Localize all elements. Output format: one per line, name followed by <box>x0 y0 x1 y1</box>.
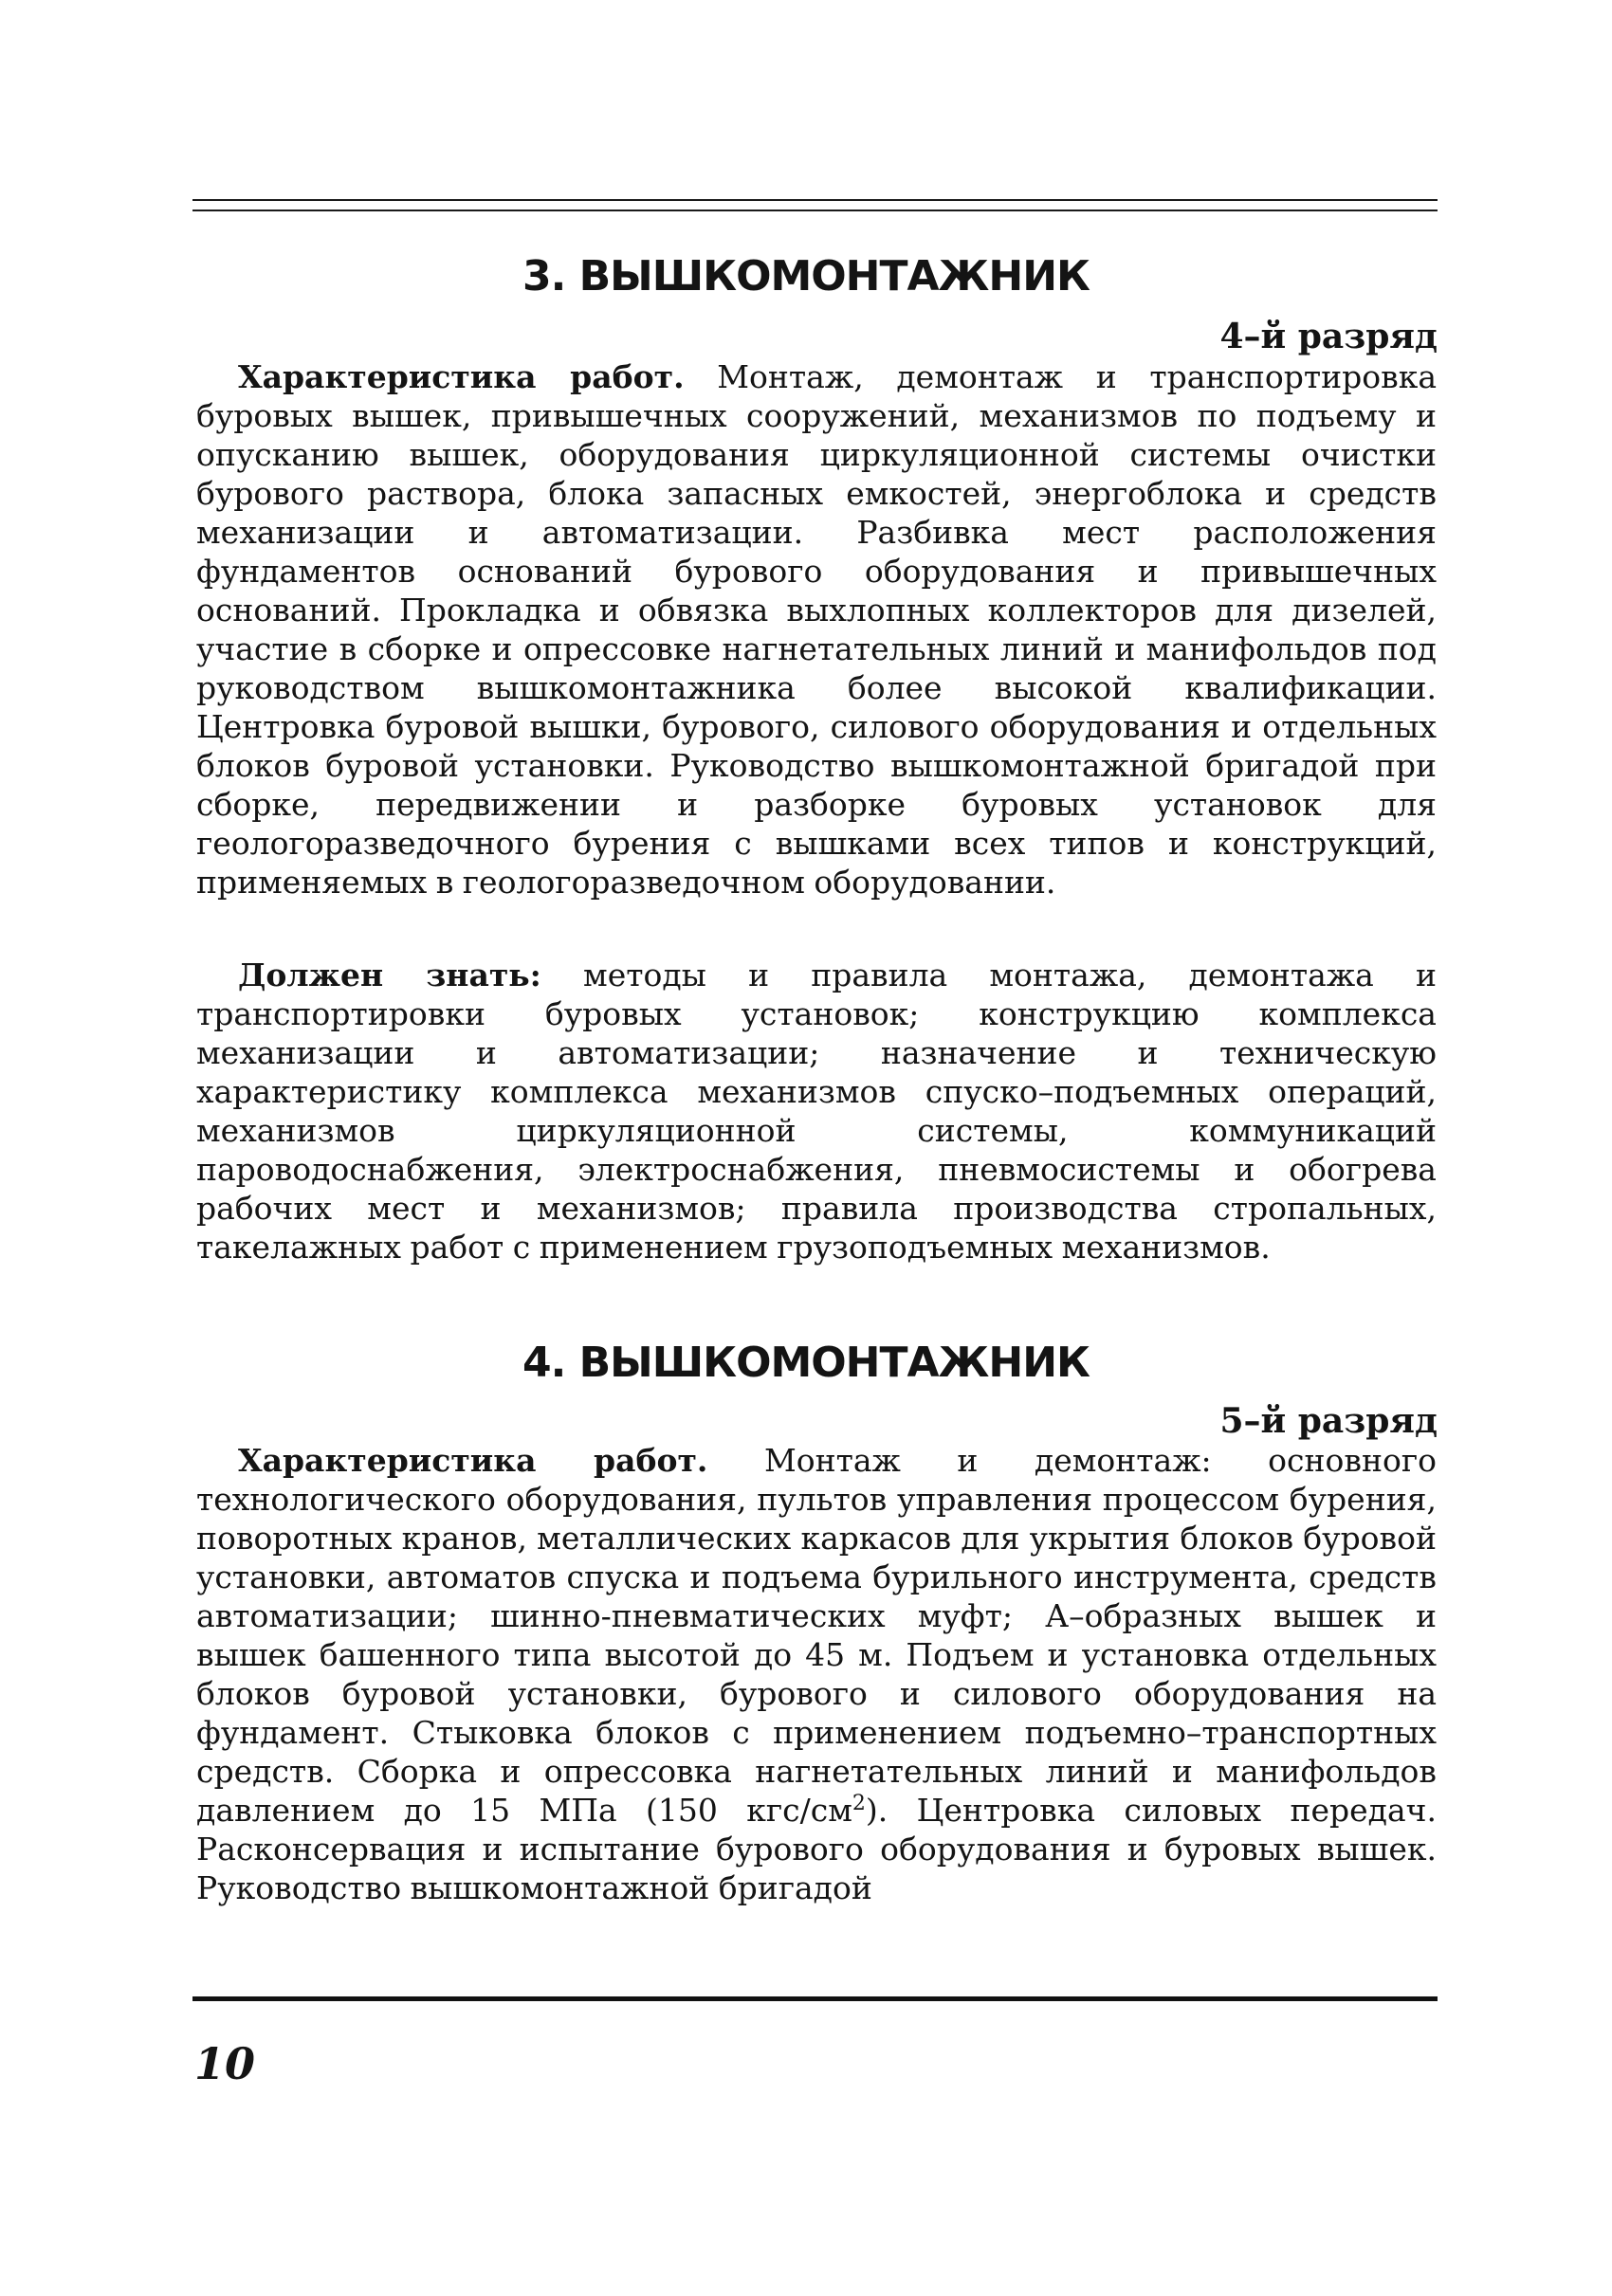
section-3-work-text: Монтаж, демонтаж и транспортировка буровых вышек, привышечных сооружений, механизмов по подъему и опусканию вышек, оборудования циркуляционной системы очистки бурового раствора, блока запасных емкостей, энергоблока и средств механизации и автоматизации. Разбивка мест расположения фундаментов оснований бурового оборудования и привышечных оснований. Прокладка и обвязка выхлопных коллекторов для дизелей, участие в сборке и опрессовке нагнетательных линий и манифольдов под руководством вышкомонтажника более высокой квалификации. Центровка буровой вышки, бурового, силового оборудования и отдельных блоков буровой установки. Руководство вышкомонтажной бригадой при сборке, передвижении и разборке буровых установок для геологоразведочного бурения с вышками всех типов и конструкций, применяемых в геологоразведочном оборудовании. <box>196 358 1438 901</box>
section-4-work-label: Характеристика работ. <box>238 1442 708 1479</box>
section-4-grade: 5–й разряд <box>1219 1401 1438 1441</box>
section-4-work-text-sup: 2 <box>852 1792 866 1815</box>
section-3-work-label: Характеристика работ. <box>238 358 685 395</box>
section-4-work-text-part2: ). Центровка силовых передач. Расконсервация и испытание бурового оборудования и буровых вышек. Руководство вышкомонтажной бригадой <box>196 1792 1437 1906</box>
section-3-grade: 4–й разряд <box>1219 317 1438 356</box>
section-3-know-paragraph <box>196 956 1437 1266</box>
section-3-know-label: Должен знать: <box>238 957 541 993</box>
section-4-title: 4. ВЫШКОМОНТАЖНИК <box>522 1339 1090 1387</box>
header-rule-bottom <box>192 210 1438 211</box>
header-rule-top <box>192 199 1438 201</box>
footer-rule <box>192 1996 1438 2001</box>
section-4-work-text-part1: Монтаж и демонтаж: основного технологического оборудования, пультов управления процессом бурения, поворотных кранов, металлических каркасов для укрытия блоков буровой установки, автоматов спуска и подъема бурильного инструмента, средств автоматизации; шинно-пневматических муфт; А–образных вышек и вышек башенного типа высотой до 45 м. Подъем и установка отдельных блоков буровой установки, бурового и силового оборудования на фундамент. Стыковка блоков с применением подъемно–транспортных средств. Сборка и опрессовка нагнетательных линий и манифольдов давлением до 15 МПа (150 кгс/см <box>196 1442 1437 1829</box>
page-number: 10 <box>194 2038 256 2089</box>
section-3-know-text: методы и правила монтажа, демонтажа и транспортировки буровых установок; конструкцию комплекса механизации и автоматизации; назначение и техническую характеристику комплекса механизмов спуско–подъемных операций, механизмов циркуляционной системы, коммуникаций пароводоснабжения, электроснабжения, пневмосистемы и обогрева рабочих мест и механизмов; правила производства стропальных, такелажных работ с применением грузоподъемных механизмов. <box>196 957 1437 1266</box>
section-3-title: 3. ВЫШКОМОНТАЖНИК <box>522 252 1090 301</box>
section-4-work-paragraph <box>196 1441 1437 1907</box>
section-3-work-paragraph <box>196 357 1437 902</box>
